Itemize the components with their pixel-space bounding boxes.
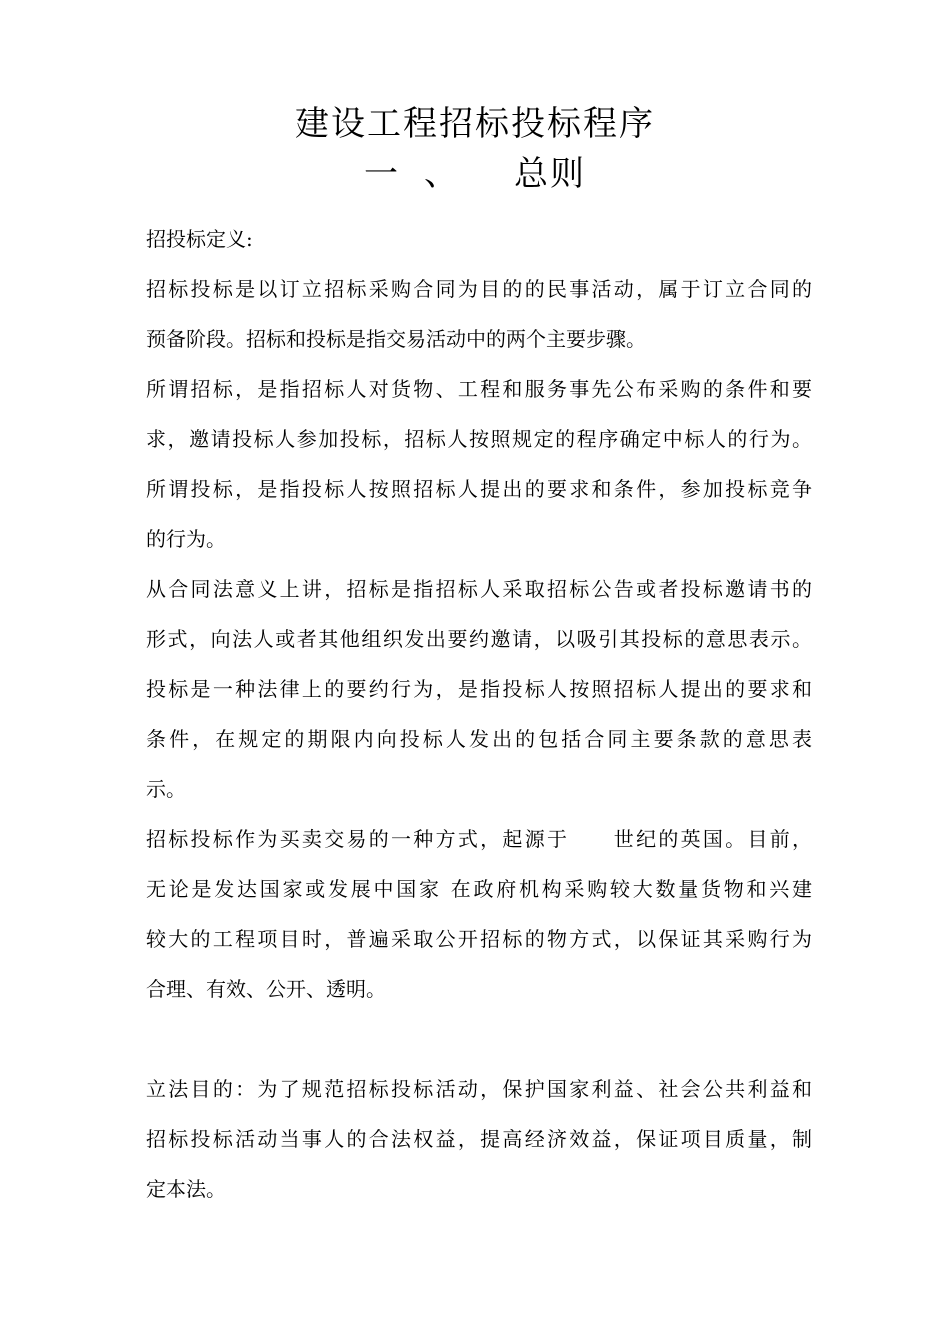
section-number: 一 xyxy=(364,154,400,194)
text-line: 示。 xyxy=(146,777,186,801)
text-line: 定本法。 xyxy=(146,1177,226,1201)
text-line: 形式，向法人或者其他组织发出要约邀请，以吸引其投标的意思表示。 xyxy=(146,627,812,651)
text-line: 投标是一种法律上的要约行为，是指投标人按照招标人提出的要求和 xyxy=(146,677,812,701)
section-name: 总则 xyxy=(514,154,586,194)
text-line: 较大的工程项目时，普遍采取公开招标的物方式，以保证其采购行为 xyxy=(146,927,812,951)
text-line: 的行为。 xyxy=(146,527,226,551)
text-line: 所谓招标，是指招标人对货物、工程和服务事先公布采购的条件和要 xyxy=(146,377,812,401)
text-line: 从合同法意义上讲，招标是指招标人采取招标公告或者投标邀请书的 xyxy=(146,577,812,601)
document-body xyxy=(146,214,812,1214)
text-line: 求，邀请投标人参加投标，招标人按照规定的程序确定中标人的行为。 xyxy=(146,427,812,451)
text-line: 无论是发达国家或发展中国家 在政府机构采购较大数量货物和兴建 xyxy=(146,877,812,901)
section-heading xyxy=(0,154,950,194)
blank-line xyxy=(146,1014,812,1064)
text-line: 所谓投标，是指投标人按照招标人提出的要求和条件，参加投标竞争 xyxy=(146,477,812,501)
section-separator: 、 xyxy=(424,154,460,194)
text-line: 招标投标是以订立招标采购合同为目的的民事活动，属于订立合同的 xyxy=(146,277,812,301)
text-line: 合理、有效、公开、透明。 xyxy=(146,977,386,1001)
text-line: 招标投标作为买卖交易的一种方式，起源于 世纪的英国。目前， xyxy=(146,827,812,851)
text-line: 条件，在规定的期限内向投标人发出的包括合同主要条款的意思表 xyxy=(146,727,812,751)
text-line: 预备阶段。招标和投标是指交易活动中的两个主要步骤。 xyxy=(146,327,646,351)
document-title: 建设工程招标投标程序 xyxy=(295,104,655,144)
text-line: 招标投标活动当事人的合法权益，提高经济效益，保证项目质量，制 xyxy=(146,1127,812,1151)
text-line: 招投标定义: xyxy=(146,227,253,251)
text-line: 立法目的：为了规范招标投标活动，保护国家利益、社会公共利益和 xyxy=(146,1077,812,1101)
